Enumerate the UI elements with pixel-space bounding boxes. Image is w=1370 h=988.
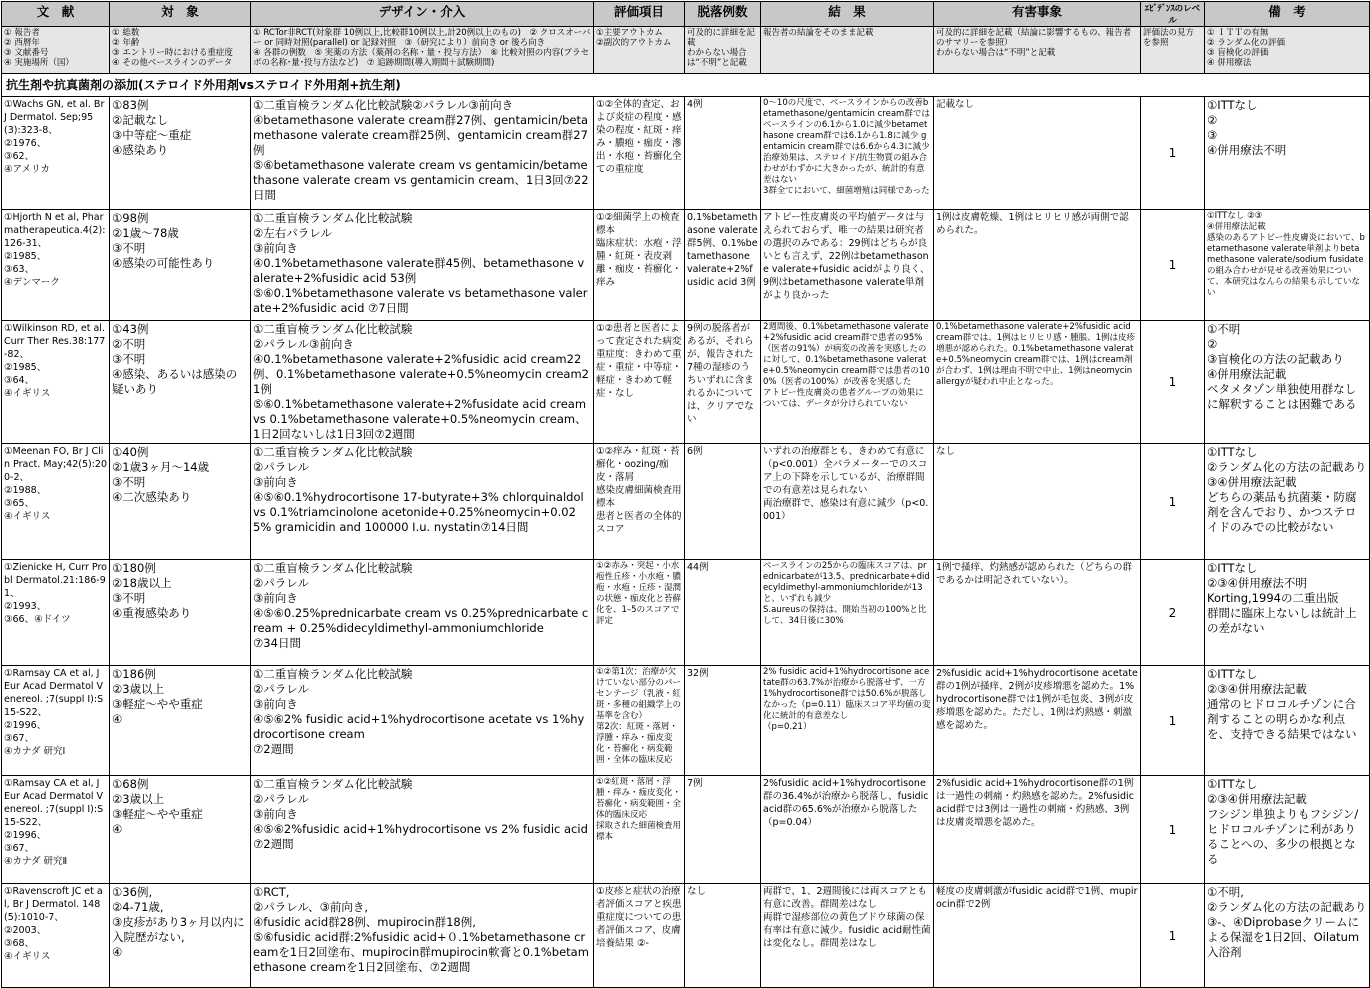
cell-line: 4例 <box>687 99 703 110</box>
column-instructions <box>2 27 110 74</box>
cell-line: 感染皮膚細菌検査用標本 <box>596 485 682 509</box>
cell-line: ①ITTなし <box>1207 98 1258 112</box>
instruction-line: 評価法の見方を参照 <box>1143 28 1195 48</box>
notes-cell <box>1205 666 1370 776</box>
design-cell <box>251 666 594 776</box>
cell-line: ④重複感染あり <box>112 606 192 620</box>
notes-cell <box>1205 210 1370 321</box>
reference-cell <box>2 560 110 666</box>
cell-line: ③67、 <box>4 843 35 854</box>
cell-line: ②ランダム化の方法の記載あり <box>1207 900 1367 914</box>
cell-line: 感染のあるアトピー性皮膚炎において、betamethasone valerate単剤よりbetamethasone valerate/sodium fusidateの組み合わせが見せる改善効果について、本研究はなんらの結果も示していない <box>1207 233 1365 298</box>
cell-line: ②1988、 <box>4 485 47 496</box>
column-header: 結 果 <box>761 2 934 27</box>
instruction-line: 可及的に詳細を記載 <box>687 28 756 48</box>
adverse-events-cell <box>934 210 1141 321</box>
evaluation-cell <box>594 560 685 666</box>
cell-line: 2% fusidic acid+1%hydrocortisone acetate群の63.7%が治療から脱落せず、一方1%hydrocortisone群では50.6%が脱落しなかった（p=0.11）臨床スコア平均値の変化に統計的有意差なし <box>763 667 931 721</box>
subjects-cell <box>110 97 251 210</box>
reference-cell <box>2 776 110 884</box>
cell-line: ④併用療法記載 <box>1207 367 1287 381</box>
cell-line: ③62、 <box>4 151 35 162</box>
cell-line: 治療効果は、ステロイド/抗生物質の組み合わせがわずかに大きかったが、統計的有意差はない <box>763 153 927 185</box>
column-instructions <box>761 27 934 74</box>
cell-line: ①RCT, <box>253 885 290 899</box>
cell-line: 採取された細菌検査用標本 <box>596 821 682 842</box>
cell-line: アトピー性皮膚炎の患者グループの効果については、データが分けられていない <box>763 388 924 409</box>
evaluation-cell <box>594 884 685 988</box>
cell-line: 0.1%betamethasone valerate+2%fusidic acid cream群では、1例はヒリヒリ感・腫脹、1例は皮疹増悪が認められた。0.1%betamethasone valerate+0.5%neomycin cream群では、1例はcream剤が合わず、1例は理由不明で中止、1例はneomycin allergyが疑われ中止となった。 <box>936 322 1136 387</box>
cell-line: ①②第1次：治療が欠けていない部分のパーセンテージ（乳液・紅斑・多種の組織学上の基準を含む） <box>596 667 682 721</box>
cell-line: ②左右パラレル <box>253 226 333 240</box>
cell-line: ①②痒み・紅斑・苔癬化・oozing/痂皮・落屑 <box>596 446 680 483</box>
cell-line: ②③④併用療法不明 <box>1207 576 1307 590</box>
cell-line: 通常のヒドロコルチゾンに合剤することの明らかな利点を、支持できる結果ではない <box>1207 697 1357 741</box>
column-instructions <box>594 27 685 74</box>
adverse-events-cell <box>934 97 1141 210</box>
cell-line: ④イギリス <box>4 388 51 399</box>
cell-line: 両治療群で、感染は有意に減少（p<0.001） <box>763 498 929 522</box>
column-instructions <box>934 27 1141 74</box>
evaluation-cell <box>594 776 685 884</box>
result-cell <box>761 97 934 210</box>
cell-line: 32例 <box>687 668 709 679</box>
cell-line: ①二重盲検ランダム化比較試験 <box>253 667 413 681</box>
cell-line: ①ITTなし <box>1207 667 1258 681</box>
design-cell <box>251 210 594 321</box>
cell-line: ④ <box>112 945 123 959</box>
column-header: 文 献 <box>2 2 110 27</box>
result-cell <box>761 884 934 988</box>
cell-line: ①②細菌学上の検査標本 <box>596 212 680 236</box>
table-row <box>2 884 1370 988</box>
notes-cell <box>1205 884 1370 988</box>
cell-line: ①ITTなし <box>1207 777 1258 791</box>
instruction-line: ② 西暦年 <box>4 38 40 48</box>
cell-line: ④0.1%betamethasone valerate群45例、betamethasone valerate+2%fusidic acid 53例 <box>253 256 585 285</box>
cell-line: ③前向き <box>253 241 298 255</box>
cell-line: 7例 <box>687 778 703 789</box>
evidence-level-cell: 1 <box>1141 444 1205 560</box>
cell-line: ②3歳以上 <box>112 682 165 696</box>
cell-line: ②1985、 <box>4 251 47 262</box>
cell-line: ④0.1%betamethasone valerate+2%fusidic acid cream22例、0.1%betamethasone valerate+0.5%neomycin cream21例 <box>253 352 589 396</box>
evidence-level-cell: 1 <box>1141 321 1205 444</box>
cell-line: ③63、 <box>4 264 35 275</box>
cell-line: ⑤⑥betamethasone valerate cream vs gentamicin/betamethasone valerate cream vs gentamicin cream、1日3回⑦22日間 <box>253 158 589 202</box>
instruction-line: 可及的に詳細を記載（結論に影響するもの、報告者のサマリーを参照） <box>936 28 1132 48</box>
cell-line: ②3歳以上 <box>112 792 165 806</box>
cell-line: ①Zienicke H, Curr Probl Dermatol.21:186-91、 <box>4 562 107 599</box>
subjects-cell <box>110 321 251 444</box>
cell-line: ③前向き <box>253 591 298 605</box>
cell-line: 軽度の皮膚刺激がfusidic acid群で1例、mupirocin群で2例 <box>936 886 1138 910</box>
cell-line: 記載なし <box>936 99 975 110</box>
cell-line: ③不明 <box>112 591 146 605</box>
table-row <box>2 321 1370 444</box>
cell-line: ④イギリス <box>4 511 51 522</box>
cell-line: ④感染あり <box>112 143 169 157</box>
cell-line: 1例は皮膚乾燥、1例はヒリヒリ感が両側で認められた。 <box>936 212 1129 236</box>
cell-line: ①ITTなし <box>1207 561 1258 575</box>
adverse-events-cell <box>934 884 1141 988</box>
cell-line: ②1976、 <box>4 138 47 149</box>
cell-line: ②1985、 <box>4 362 47 373</box>
cell-line: ①②赤み・突起・小水疱性丘疹・小水疱・膿疱・水疱・丘疹・湿潤の状態・痂皮化と苔蘚化を、1–5のスコアで評定 <box>596 561 682 626</box>
cell-line: ④fusidic acid群28例、mupirocin群18例, <box>253 915 476 929</box>
cell-line: ③不明 <box>112 241 146 255</box>
cell-line: いずれの治療群とも、きわめて有意に（p<0.001）全パラメーターでのスコア上の下降を示しているが、治療群間での有意差は見られない <box>763 446 928 496</box>
reference-cell <box>2 884 110 988</box>
cell-line: ② <box>1207 113 1218 127</box>
cell-line: ③盲検化の方法の記載あり <box>1207 352 1344 366</box>
result-cell <box>761 210 934 321</box>
dropout-cell <box>685 97 761 210</box>
instruction-line: ④ その他ベースラインのデータ <box>112 58 233 68</box>
cell-line: ④アメリカ <box>4 164 50 175</box>
cell-line: どちらの薬品も抗菌薬・防腐剤を含んでおり、かつステロイドのみでの比較がない <box>1207 490 1357 534</box>
cell-line: ③不明 <box>112 475 146 489</box>
cell-line: なし <box>936 446 956 457</box>
cell-line: ②パラレル <box>253 682 310 696</box>
design-cell <box>251 97 594 210</box>
cell-line: 9例の脱落者があるが、それらが、報告された7種の湿疹のうちいずれに含まれるかについては、クリアでない <box>687 323 754 425</box>
instruction-line: ① ＩＴＴの有無 <box>1207 28 1269 38</box>
cell-line: ④⑤⑥0.1%hydrocortisone 17-butyrate+3% chlorquinaldol vs 0.1%triamcinolone acetonide+0.25%neomycin+0.025% gramicidin and 100000 I.u. nystatin⑦14日間 <box>253 490 588 534</box>
cell-line: ④カナダ 研究Ⅱ <box>4 856 68 867</box>
result-cell <box>761 776 934 884</box>
column-header: 評価項目 <box>594 2 685 27</box>
cell-line: ⑤⑥fusidic acid群:2%fusidic acid+０.1%betamethasone creamを1日2回塗布、mupirocin群mupirocin軟膏と0.1%betamethasone creamを1日2回塗布、⑦2週間 <box>253 930 589 974</box>
cell-line: ①Ravenscroft JC et al, Br J Dermatol. 148(5):1010-7、 <box>4 886 103 923</box>
cell-line: ③66、④ドイツ <box>4 614 71 625</box>
cell-line: ①皮疹と症状の治療者評価スコアと疾患重症度についての患者評価スコア、皮膚培養結果 ②- <box>596 886 682 949</box>
result-cell <box>761 560 934 666</box>
cell-line: ①40例 <box>112 445 149 459</box>
instruction-line: わからない場合は“不明”と記載 <box>936 48 1056 58</box>
cell-line: ①98例 <box>112 211 149 225</box>
cell-line: ③68、 <box>4 938 35 949</box>
cell-line: ⑦34日間 <box>253 636 301 650</box>
cell-line: ②パラレル <box>253 460 310 474</box>
cell-line: ③ <box>1207 128 1218 142</box>
instruction-line: ① RCTor非RCT(対象群 10例以上,比較群10例以上,計20例以上のもの) ② クロスオーバー or 同時対照(parallel) or 記録対照 ③（研究により）前向き or 後ろ向き <box>253 28 591 48</box>
cell-line: ③67、 <box>4 733 35 744</box>
evidence-level-cell: 1 <box>1141 776 1205 884</box>
dropout-cell <box>685 560 761 666</box>
design-cell <box>251 776 594 884</box>
column-header: 備 考 <box>1205 2 1370 27</box>
evidence-level-cell: 1 <box>1141 666 1205 776</box>
cell-line: ③軽症～やや重症 <box>112 807 203 821</box>
cell-line: ②パラレル③前向き <box>253 337 354 351</box>
cell-line: ベタメタゾン単独使用群なしに解釈することは困難である <box>1207 382 1357 411</box>
cell-line: ④デンマーク <box>4 277 60 288</box>
cell-line: ④カナダ 研究Ⅰ <box>4 746 66 757</box>
evidence-level-cell: 1 <box>1141 210 1205 321</box>
cell-line: ①Hjorth N et al, Pharmatherapeutica.4(2):126-31、 <box>4 212 106 249</box>
instruction-line: ①主要アウトカム <box>596 28 663 38</box>
notes-cell <box>1205 560 1370 666</box>
cell-line: ②記載なし <box>112 113 169 127</box>
cell-line: Korting,1994の二重出版 <box>1207 591 1339 605</box>
column-header: 対 象 <box>110 2 251 27</box>
cell-line: 両群で湿疹部位の黄色ブドウ球菌の保有率は有意に減少。fusidic acid耐性菌は変化なし。群間差はなし <box>763 912 931 949</box>
subjects-cell <box>110 666 251 776</box>
evaluation-cell <box>594 321 685 444</box>
cell-line: ①Meenan FO, Br J Clin Pract. May;42(5):200-2、 <box>4 446 107 483</box>
cell-line: ②ランダム化の方法の記載あり <box>1207 460 1367 474</box>
cell-line: ②4-71歳, <box>112 900 164 914</box>
cell-line: ④二次感染あり <box>112 490 192 504</box>
design-cell <box>251 321 594 444</box>
adverse-events-cell <box>934 444 1141 560</box>
cell-line: 患者と医者の全体的スコア <box>596 511 682 535</box>
cell-line: なし <box>687 886 707 897</box>
cell-line: 臨床症状：水疱・浮腫・紅斑・表皮剥離・痂皮・苔癬化・痒み <box>596 238 682 288</box>
instruction-line: ④ 併用療法 <box>1207 58 1252 68</box>
cell-line: ベースラインの25からの臨床スコアは、prednicarbateが13.5、prednicarbate+didecyldimethyl-ammoniumchlorideが13と、いずれも減少 <box>763 561 930 604</box>
cell-line: ①不明, <box>1207 885 1244 899</box>
dropout-cell <box>685 210 761 321</box>
adverse-events-cell <box>934 776 1141 884</box>
cell-line: 0～10の尺度で、ベースラインからの改善betamethasone/gentamicin cream群ではベースラインの6.1から1.0に減少betamethasone cream群では6.1から1.8に減少 gentamicin cream群では6.6から4.3に減少 <box>763 98 930 152</box>
adverse-events-cell <box>934 666 1141 776</box>
instruction-line: わからない場合は“不明”と記載 <box>687 48 747 68</box>
cell-line: S.aureusの保持は、開始当初の100%と比して、34日後に30% <box>763 605 927 626</box>
table-row <box>2 560 1370 666</box>
design-cell <box>251 444 594 560</box>
column-instructions <box>110 27 251 74</box>
cell-line: （p=0.04） <box>763 817 818 828</box>
cell-line: ④ <box>112 712 123 726</box>
cell-line: ①83例 <box>112 98 149 112</box>
cell-line: ④⑤⑥0.25%prednicarbate cream vs 0.25%prednicarbate cream + 0.25%didecyldimethyl-ammoniumchloride <box>253 606 589 635</box>
cell-line: 2週間後、0.1%betamethasone valerate+2%fusidic acid cream群で患者の95%（医者の91%）が病変の改善を実感したのに対して、0.1%betamethasone valerate+0.5%neomycin cream群では患者の100%（医者の100%）が改善を実感した <box>763 322 930 387</box>
cell-line: ②③④併用療法記載 <box>1207 682 1307 696</box>
instruction-line: ④ 実施場所（国） <box>4 58 74 68</box>
subjects-cell <box>110 210 251 321</box>
cell-line: ④⑤⑥2% fusidic acid+1%hydrocortisone acetate vs 1%hydrocortisone cream <box>253 712 585 741</box>
cell-line: ②1996、 <box>4 830 47 841</box>
cell-line: ②2003、 <box>4 925 47 936</box>
cell-line: フシジン単独よりもフシジン/ヒドロコルチゾンに利がありることへの、多少の根拠となる <box>1207 807 1359 866</box>
subjects-cell <box>110 884 251 988</box>
evaluation-cell <box>594 444 685 560</box>
cell-line: ①不明 <box>1207 322 1241 336</box>
dropout-cell <box>685 321 761 444</box>
cell-line: ④betamethasone valerate cream群27例、gentamicin/betamethasone valerate cream群25例、gentamicin cream群27例 <box>253 113 589 157</box>
cell-line: ②パラレル <box>253 576 310 590</box>
cell-line: ④イギリス <box>4 951 51 962</box>
evidence-level-cell: 1 <box>1141 97 1205 210</box>
cell-line: ②1歳3ヶ月～14歳 <box>112 460 210 474</box>
cell-line: ①二重盲検ランダム化比較試験 <box>253 445 413 459</box>
cell-line: ③軽症～やや重症 <box>112 697 203 711</box>
reference-cell <box>2 321 110 444</box>
reference-cell <box>2 444 110 560</box>
cell-line: ⑦2週間 <box>253 742 294 756</box>
cell-line: ①②患者と医者によって査定された病変重症度：きわめて重症・重症・中等症・軽症・きわめて軽症・なし <box>596 323 682 399</box>
instruction-line: ③ エントリー時における重症度 <box>112 48 233 58</box>
cell-line: ①186例 <box>112 667 156 681</box>
cell-line: 44例 <box>687 562 709 573</box>
cell-line: ⑤⑥0.1%betamethasone valerate vs betamethasone valerate+2%fusidic acid ⑦7日間 <box>253 286 588 315</box>
cell-line: ④併用療法不明 <box>1207 143 1287 157</box>
reference-cell <box>2 97 110 210</box>
adverse-events-cell <box>934 321 1141 444</box>
cell-line: 1例で掻痒、灼熱感が認められた（どちらの群であるかは明記されていない）。 <box>936 562 1133 586</box>
cell-line: ①Wilkinson RD, et al. Curr Ther Res.38:177-82、 <box>4 323 109 360</box>
instruction-line: ②副次的アウトカム <box>596 38 672 48</box>
cell-line: ②1993、 <box>4 601 47 612</box>
cell-line: 3群全てにおいて、細菌増殖は同様であった <box>763 186 930 196</box>
dropout-cell <box>685 884 761 988</box>
column-header: デザイン・介入 <box>251 2 594 27</box>
instruction-line: 報告者の結論をそのまま記載 <box>763 28 874 38</box>
cell-line: ③前向き <box>253 475 298 489</box>
cell-line: ①二重盲検ランダム化比較試験 <box>253 322 413 336</box>
cell-line: ③前向き <box>253 697 298 711</box>
instruction-line: ① 総数 <box>112 28 140 38</box>
dropout-cell <box>685 444 761 560</box>
evaluation-cell <box>594 210 685 321</box>
cell-line: ④感染の可能性あり <box>112 256 215 270</box>
result-cell <box>761 321 934 444</box>
column-instructions <box>685 27 761 74</box>
cell-line: ①Wachs GN, et al. Br J Dermatol. Sep;95(3):323-8、 <box>4 99 108 136</box>
cell-line: ①二重盲検ランダム化比較試験②パラレル③前向き <box>253 98 514 112</box>
notes-cell <box>1205 321 1370 444</box>
cell-line: ①180例 <box>112 561 156 575</box>
cell-line: （p=0.21） <box>763 722 812 732</box>
cell-line: 2%fusidic acid+1%hydrocortisone群の1例は一過性の刺痛・灼熱感を認めた。2%fusidic acid群では3例は一過性の刺痛・灼熱感、3例は皮膚炎増悪を認めた。 <box>936 778 1137 828</box>
column-header: ｴﾋﾞﾃﾞﾝｽのレベル <box>1141 2 1205 27</box>
reference-cell <box>2 666 110 776</box>
cell-line: 両群で、1、2週間後には両スコアとも有意に改善。群間差はなし <box>763 886 927 910</box>
cell-line: ③不明 <box>112 352 146 366</box>
cell-line: ②パラレル <box>253 792 310 806</box>
cell-line: ②パラレル、③前向き, <box>253 900 369 914</box>
cell-line: ②18歳以上 <box>112 576 172 590</box>
instruction-line: ③ 文献番号 <box>4 48 49 58</box>
cell-line: ①36例, <box>112 885 153 899</box>
cell-line: ②1歳～78歳 <box>112 226 179 240</box>
evidence-table <box>1 1 1370 988</box>
cell-line: ④併用療法記載 <box>1207 222 1266 232</box>
cell-line: ③-、④Diprobaseクリームによる保湿を1日2回、Oilatum入浴剤 <box>1207 915 1360 959</box>
cell-line: ①Ramsay CA et al, J Eur Acad Dermatol Venereol. ;7(suppl I):S15-S22、 <box>4 668 104 718</box>
cell-line: ①68例 <box>112 777 149 791</box>
cell-line: 6例 <box>687 446 703 457</box>
dropout-cell <box>685 666 761 776</box>
section-row <box>2 74 1370 97</box>
dropout-cell <box>685 776 761 884</box>
subjects-cell <box>110 444 251 560</box>
cell-line: ⑤⑥0.1%betamethasone valerate+2%fusidate acid cream vs 0.1%betamethasone valerate+0.5%neomycin cream、1日2回ないしは1日3回⑦2週間 <box>253 397 590 441</box>
cell-line: ①ITTなし <box>1207 445 1258 459</box>
section-title: 抗生剤や抗真菌剤の添加(ステロイド外用剤vsステロイド外用剤+抗生剤) <box>2 74 1370 97</box>
table-row <box>2 776 1370 884</box>
instruction-line: ② 年齢 <box>112 38 140 48</box>
column-instructions <box>1205 27 1370 74</box>
subjects-cell <box>110 560 251 666</box>
cell-line: ③64、 <box>4 375 35 386</box>
cell-line: ①43例 <box>112 322 149 336</box>
design-cell <box>251 884 594 988</box>
table-row <box>2 666 1370 776</box>
table-row <box>2 97 1370 210</box>
evaluation-cell <box>594 666 685 776</box>
cell-line: 0.1%betamethasone valerate群5例、0.1%betamethasone valerate+2%fusidic acid 3例 <box>687 212 758 288</box>
table-row <box>2 444 1370 560</box>
result-cell <box>761 444 934 560</box>
evidence-level-cell: 1 <box>1141 884 1205 988</box>
notes-cell <box>1205 444 1370 560</box>
notes-cell <box>1205 97 1370 210</box>
instruction-line: ① 報告者 <box>4 28 40 38</box>
column-instructions <box>1141 27 1205 74</box>
evidence-level-cell: 2 <box>1141 560 1205 666</box>
table-row <box>2 210 1370 321</box>
cell-line: ①Ramsay CA et al, J Eur Acad Dermatol Venereol. ;7(suppl I):S15-S22、 <box>4 778 104 828</box>
cell-line: 第2次：紅斑・落屑・浮腫・痒み・痂皮変化・苔癬化・病変範囲・全体の臨床反応 <box>596 722 678 765</box>
column-header: 有害事象 <box>934 2 1141 27</box>
reference-cell <box>2 210 110 321</box>
column-header: 脱落例数 <box>685 2 761 27</box>
cell-line: 2%fusidic acid+1%hydrocortisone acetate群の1例が掻痒、2例が皮疹増悪を認めた。1%hydrocortisone群では1例が毛包炎、3例が皮疹増悪を認めた。ただし、1例は灼熱感・刺激感を認めた。 <box>936 668 1138 731</box>
header-row <box>2 2 1370 27</box>
cell-line: ③65、 <box>4 498 35 509</box>
cell-line: 2%fusidic acid+1%hydrocortisone群の36.4%が治療から脱落し、fusidic acid群の65.6%が治療から脱落した <box>763 778 932 815</box>
cell-line: ①ITTなし ②③ <box>1207 211 1263 221</box>
column-instructions <box>251 27 594 74</box>
cell-line: ①②全体的査定、および炎症の程度・感染の程度・紅斑・痒み・膿疱・痂皮・滲出・水疱・苔癬化全ての重症度 <box>596 99 682 175</box>
notes-cell <box>1205 776 1370 884</box>
instruction-line: ④ 各群の例数 ⑤ 実薬の方法（薬剤の名称・量・投与方法） ⑥ 比較対照の内容(プラセボの名称･量･投与方法など) ⑦ 追跡期間(導入期間＋試験期間) <box>253 48 590 68</box>
cell-line: ①二重盲検ランダム化比較試験 <box>253 777 413 791</box>
cell-line: アトピー性皮膚炎の平均値データは与えられておらず、唯一の結果は研究者の選択のみである：29例はどちらが良いとも言えず、22例はbetamethasone valerate+fusidic acidがより良く、9例はbetamethasone valerate単剤がより良かった <box>763 212 930 301</box>
cell-line: ①二重盲検ランダム化比較試験 <box>253 561 413 575</box>
cell-line: ②1996、 <box>4 720 47 731</box>
cell-line: ③皮疹があり3ヶ月以内に入院歴がない, <box>112 915 245 944</box>
design-cell <box>251 560 594 666</box>
adverse-events-cell <box>934 560 1141 666</box>
cell-line: ①二重盲検ランダム化比較試験 <box>253 211 413 225</box>
subheader-row <box>2 27 1370 74</box>
cell-line: ④⑤⑥2%fusidic acid+1%hydrocortisone vs 2% fusidic acid⑦2週間 <box>253 822 588 851</box>
cell-line: ③前向き <box>253 807 298 821</box>
cell-line: ②不明 <box>112 337 146 351</box>
cell-line: ③④併用療法記載 <box>1207 475 1297 489</box>
cell-line: ④感染、あるいは感染の疑いあり <box>112 367 238 396</box>
instruction-line: ② ランダム化の評価 <box>1207 38 1285 48</box>
evaluation-cell <box>594 97 685 210</box>
subjects-cell <box>110 776 251 884</box>
cell-line: ④ <box>112 822 123 836</box>
cell-line: 群間に臨床上ないしは統計上の差がない <box>1207 606 1357 635</box>
cell-line: ②③④併用療法記載 <box>1207 792 1307 806</box>
result-cell <box>761 666 934 776</box>
cell-line: ② <box>1207 337 1218 351</box>
instruction-line: ③ 盲検化の評価 <box>1207 48 1269 58</box>
cell-line: ①②紅斑・落屑・浮腫・痒み・痂皮変化・苔癬化・病変範囲・全体的臨床反応 <box>596 777 682 820</box>
cell-line: ③中等症～重症 <box>112 128 192 142</box>
